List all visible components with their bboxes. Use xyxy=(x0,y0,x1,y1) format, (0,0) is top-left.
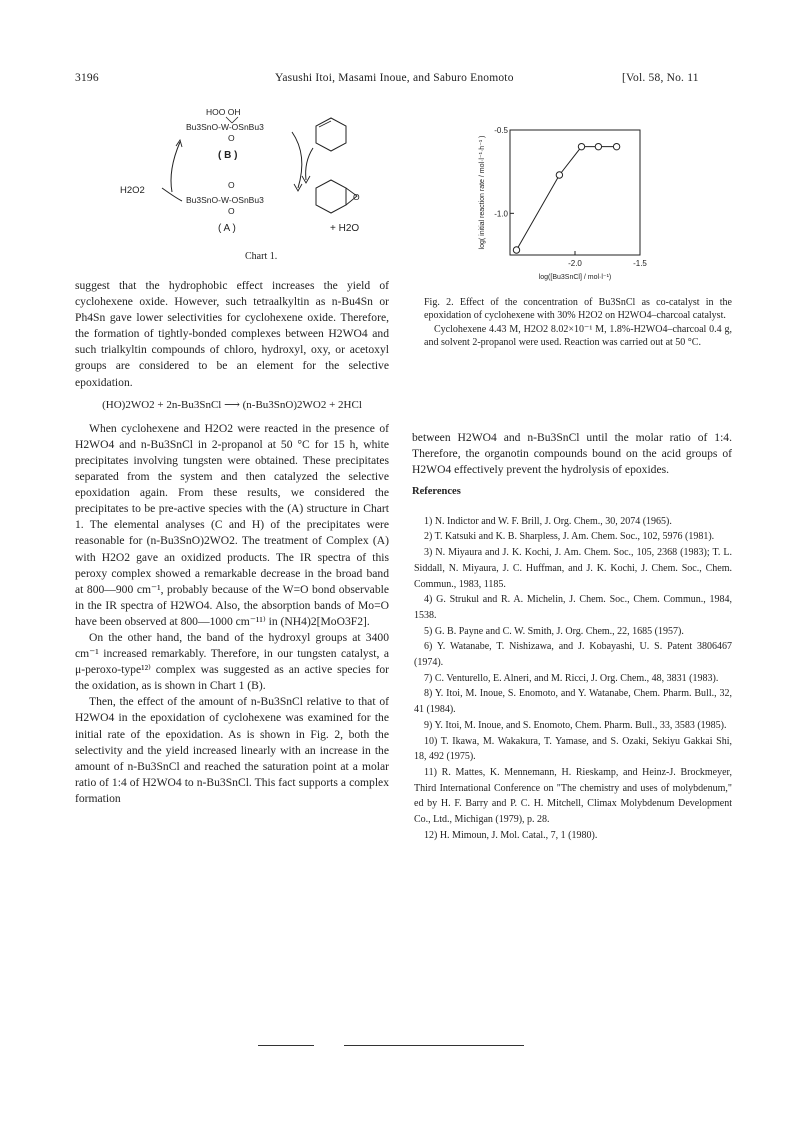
reference-item: 2) T. Katsuki and K. B. Sharpless, J. Am. Chem. Soc., 102, 5976 (1981). xyxy=(424,531,715,543)
hoo-oh-label: HOO OH xyxy=(206,107,241,117)
data-point xyxy=(578,143,584,149)
paragraph: between H2WO4 and n-Bu3SnCl until the molar ratio of 1:4. Therefore, the organotin compounds bound on the acid groups of H2WO4 effectively prevent the hydrolysis of epoxides. xyxy=(412,431,732,477)
y-tick-label: -1.0 xyxy=(494,209,508,219)
plot-frame xyxy=(510,130,640,255)
reference-item: 11) R. Mattes, K. Mennemann, H. Rieskamp, and Heinz-J. Brockmeyer, Third International Conference on "The chemistry and uses of molybdenum," ed by H. F. Barry and P. C. H. Mitchell, Climax Molybdenum Development Co., Ltd., Michigan (1979), p. 28. xyxy=(414,766,732,826)
fig2-caption: Fig. 2. Effect of the concentration of Bu3SnCl as co-catalyst in the epoxidation of cyclohexene with 30% H2O2 on H2WO4–charcoal catalyst. xyxy=(424,297,732,322)
x-tick-label: -1.5 xyxy=(633,259,647,268)
footer-rule xyxy=(344,1045,524,1046)
data-point xyxy=(595,143,601,149)
y-tick-label: -0.5 xyxy=(494,126,508,135)
reference-item: 9) Y. Itoi, M. Inoue, and S. Enomoto, Chem. Pharm. Bull., 33, 3583 (1985). xyxy=(424,719,727,731)
paragraph: On the other hand, the band of the hydroxyl groups at 3400 cm⁻¹ increased remarkably. Therefore, in our tungsten catalyst, a μ-peroxo-type¹²⁾ complex was suggested as an active species for the oxidation, as is shown in Chart 1 (B). xyxy=(75,630,389,693)
volume-label: [Vol. 58, No. 11 xyxy=(622,72,699,84)
references xyxy=(412,484,732,843)
epoxide-o: O xyxy=(353,192,360,202)
h2o2-label: H2O2 xyxy=(120,185,145,196)
left-column xyxy=(75,278,389,807)
reference-item: 10) T. Ikawa, M. Wakakura, T. Yamase, and S. Ozaki, Sekiyu Gakkai Shi, 18, 492 (1975). xyxy=(414,735,732,763)
chart1-scheme xyxy=(110,100,390,270)
fig2-conditions: Cyclohexene 4.43 M, H2O2 8.02×10⁻¹ M, 1.8%-H2WO4–charcoal 0.4 g, and solvent 2-propanol were used. Reaction was carried out at 50 °C. xyxy=(424,323,732,348)
y-axis-label: log( initial reaction rate / mol·l⁻¹·h⁻¹ ) xyxy=(479,135,486,250)
x-tick-label: -2.0 xyxy=(568,259,582,268)
label-b: ( B ) xyxy=(218,150,238,161)
oxo-b: O xyxy=(228,133,235,143)
label-a: ( A ) xyxy=(218,223,236,234)
page-number: 3196 xyxy=(75,72,99,84)
reference-item: 6) Y. Watanabe, T. Nishizawa, and J. Kobayashi, U. S. Patent 3806467 (1974). xyxy=(414,641,732,669)
reference-item: 1) N. Indictor and W. F. Brill, J. Org. Chem., 30, 2074 (1965). xyxy=(424,515,672,527)
reference-item: 5) G. B. Payne and C. W. Smith, J. Org. Chem., 22, 1685 (1957). xyxy=(424,625,684,637)
cyclohexene-oxide-icon xyxy=(316,180,346,213)
right-column xyxy=(412,430,732,478)
paragraph: Then, the effect of the amount of n-Bu3SnCl relative to that of H2WO4 in the epoxidation of cyclohexene was examined for the initial rate of the epoxidation. As is shown in Fig. 2, both the selectivity and the yield increased linearly with an increase in the amount of n-Bu3SnCl and reached the saturation point at a molar ratio of 1:4 of H2WO4 to n-Bu3SnCl. This fact supports a complex formation xyxy=(75,695,389,805)
reaction-equation: (HO)2WO2 + 2n-Bu3SnCl ⟶ (n-Bu3SnO)2WO2 + 2HCl xyxy=(102,398,362,411)
running-authors: Yasushi Itoi, Masami Inoue, and Saburo Enomoto xyxy=(275,72,514,84)
reference-item: 4) G. Strukul and R. A. Michelin, J. Chem. Soc., Chem. Commun., 1984, 1538. xyxy=(414,594,732,621)
data-point xyxy=(513,247,519,253)
complex-a-formula: Bu3SnO-W-OSnBu3 xyxy=(186,195,264,205)
reference-item: 12) H. Mimoun, J. Mol. Catal., 7, 1 (1980). xyxy=(424,829,598,841)
footer-rule xyxy=(258,1045,314,1046)
x-axis-label: log([Bu3SnCl] / mol·l⁻¹) xyxy=(538,274,612,281)
reference-item: 3) N. Miyaura and J. K. Kochi, J. Am. Chem. Soc., 105, 2368 (1983); T. L. Siddall, N. Miyaura, J. C. Huffman, and J. K. Kochi, J. Chem. Soc., Chem. Commun., 1983, 1185. xyxy=(414,547,732,590)
chart1-caption: Chart 1. xyxy=(245,251,278,262)
data-point xyxy=(613,143,619,149)
references-heading: References xyxy=(412,486,461,497)
series-line xyxy=(517,147,617,250)
oxo-a-top: O xyxy=(228,180,235,190)
reference-item: 7) C. Venturello, E. Alneri, and M. Ricci, J. Org. Chem., 48, 3831 (1983). xyxy=(424,672,719,684)
fig2-chart xyxy=(470,100,670,290)
complex-b-formula: Bu3SnO-W-OSnBu3 xyxy=(186,122,264,132)
water-label: + H2O xyxy=(330,223,360,234)
fig2-caption-block xyxy=(424,296,732,349)
oxo-a-bottom: O xyxy=(228,206,235,216)
paragraph: When cyclohexene and H2O2 were reacted in the presence of H2WO4 and n-Bu3SnCl in 2-propanol at 50 °C for 15 h, white precipitates involving tungsten were obtained. These precipitates separated from the system and then catalyzed the selective epoxidation again. From these results, we considered the precipitates to be pre-active species with the (A) structure in Chart 1. The elemental analyses (C and H) of the precipitates were reasonable for (n-Bu3SnO)2WO2. The treatment of Complex (A) with H2O2 gave an oxidized products. The IR spectra of this peroxy complex showed a remarkable decrease in the broad band at 800—900 cm⁻¹, probably because of the W=O bond observable in the IR spectra of H2WO4. Also, the absorption bands of Mo=O have been observed at 800—1000 cm⁻¹¹⁾ in (NH4)2[MoO3F2]. xyxy=(75,421,389,628)
cyclohexene-icon xyxy=(316,118,346,151)
paragraph: suggest that the hydrophobic effect increases the yield of cyclohexene oxide. However, such tetraalkyltin as n-Bu4Sn or Ph4Sn gave lower selectivities for cyclohexene oxide. Therefore, the formation of tightly-bonded complexes between H2WO4 and such trialkyltin compounds of chloro, hydroxyl, oxy, or acetoxyl groups are considered to be an element for the selective epoxidation. xyxy=(75,279,389,389)
data-point xyxy=(556,172,562,178)
reference-item: 8) Y. Itoi, M. Inoue, S. Enomoto, and Y. Watanabe, Chem. Pharm. Bull., 32, 41 (1984). xyxy=(414,688,732,716)
